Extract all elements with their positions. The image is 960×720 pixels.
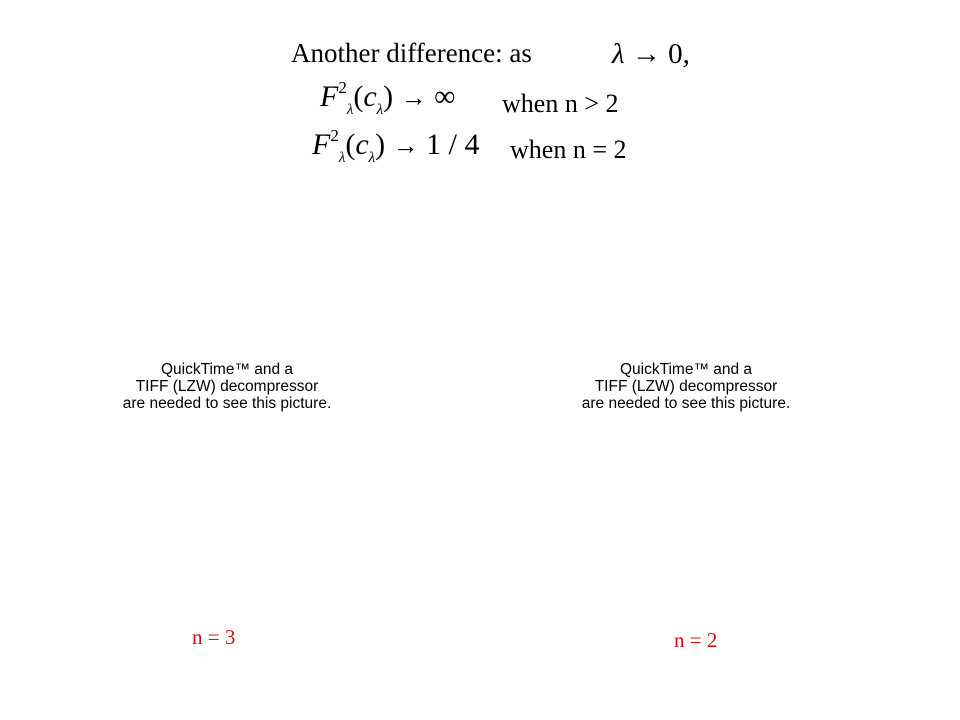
lambda-symbol: λ <box>612 38 625 70</box>
arrow-symbol: → <box>631 38 661 70</box>
placeholder-line: TIFF (LZW) decompressor <box>594 378 778 395</box>
image-placeholder-right <box>566 361 806 412</box>
placeholder-line: are needed to see this picture. <box>122 395 332 412</box>
argument-symbol: c <box>363 80 377 113</box>
function-symbol: F <box>312 128 331 161</box>
function-symbol: F <box>320 80 339 113</box>
limit-value: 1 / 4 <box>426 128 480 161</box>
equation-row-2 <box>312 126 480 166</box>
placeholder-line: QuickTime™ and a <box>160 361 294 378</box>
function-superscript: 2 <box>330 126 339 145</box>
argument-symbol: c <box>355 128 369 161</box>
figure-caption-left: n = 3 <box>192 625 236 649</box>
limit-value: 0, <box>668 38 690 70</box>
close-paren: ) <box>383 80 394 113</box>
arrow-symbol: → <box>392 131 419 160</box>
equation-row-1 <box>320 78 456 118</box>
image-placeholder-left <box>107 361 347 412</box>
equation-row-1-condition: when n > 2 <box>502 89 619 118</box>
argument-subscript: λ <box>376 102 384 118</box>
placeholder-line: are needed to see this picture. <box>581 395 791 412</box>
title-condition-math <box>612 38 690 71</box>
close-paren: ) <box>375 128 386 161</box>
equation-row-2-condition: when n = 2 <box>510 135 627 164</box>
figure-caption-right: n = 2 <box>674 628 718 652</box>
placeholder-line: QuickTime™ and a <box>619 361 753 378</box>
open-paren: ( <box>345 128 356 161</box>
function-subscript: λ <box>338 150 346 166</box>
placeholder-line: TIFF (LZW) decompressor <box>135 378 319 395</box>
slide-title: Another difference: as <box>291 38 532 68</box>
open-paren: ( <box>353 80 364 113</box>
function-superscript: 2 <box>338 78 347 97</box>
arrow-symbol: → <box>400 83 427 112</box>
function-subscript: λ <box>346 102 354 118</box>
argument-subscript: λ <box>368 150 376 166</box>
limit-value: ∞ <box>434 80 456 113</box>
